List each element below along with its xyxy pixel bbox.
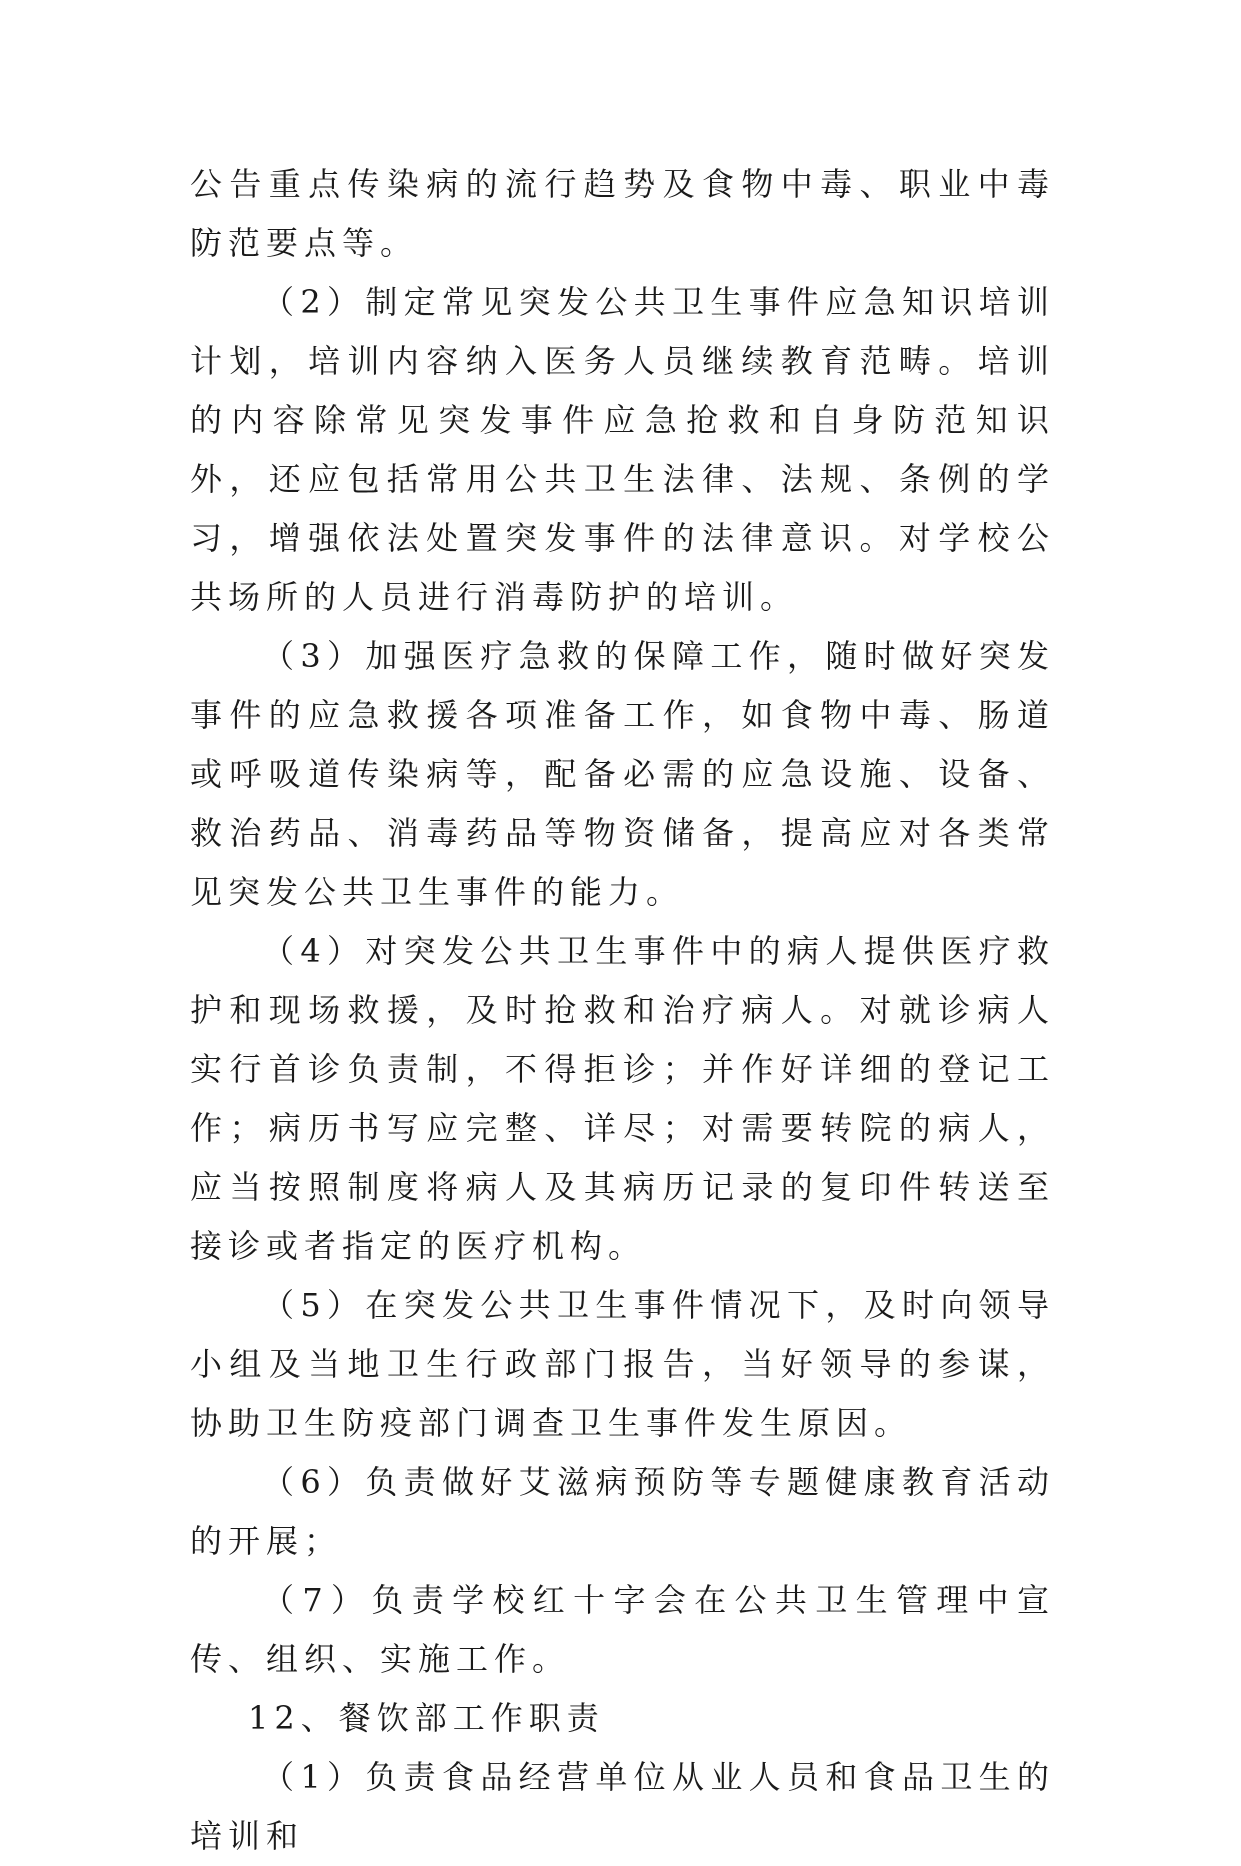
paragraph-item-2: （2）制定常见突发公共卫生事件应急知识培训计划，培训内容纳入医务人员继续教育范畴。培训的内容除常见突发事件应急抢救和自身防范知识外，还应包括常用公共卫生法律、法规、条例的学习，增强依法处置突发事件的法律意识。对学校公共场所的人员进行消毒防护的培训。 [190,283,1055,616]
section-heading-12: 12、餐饮部工作职责 [248,1699,605,1737]
paragraph-item-3: （3）加强医疗急救的保障工作，随时做好突发事件的应急救援各项准备工作，如食物中毒、肠道或呼吸道传染病等，配备必需的应急设施、设备、救治药品、消毒药品等物资储备，提高应对各类常见突发公共卫生事件的能力。 [190,637,1055,911]
paragraph-item-1: （1）负责食品经营单位从业人员和食品卫生的培训和 [190,1758,1055,1855]
paragraph-item-7: （7）负责学校红十字会在公共卫生管理中宣传、组织、实施工作。 [190,1581,1055,1678]
document-body [190,155,1055,1866]
paragraph-item-4: （4）对突发公共卫生事件中的病人提供医疗救护和现场救援，及时抢救和治疗病人。对就诊病人实行首诊负责制，不得拒诊；并作好详细的登记工作；病历书写应完整、详尽；对需要转院的病人，应当按照制度将病人及其病历记录的复印件转送至接诊或者指定的医疗机构。 [190,932,1055,1265]
paragraph-item-5: （5）在突发公共卫生事件情况下，及时向领导小组及当地卫生行政部门报告，当好领导的参谋，协助卫生防疫部门调查卫生事件发生原因。 [190,1286,1055,1442]
paragraph-continuation: 公告重点传染病的流行趋势及食物中毒、职业中毒防范要点等。 [190,165,1055,262]
paragraph-item-6: （6）负责做好艾滋病预防等专题健康教育活动的开展； [190,1463,1055,1560]
